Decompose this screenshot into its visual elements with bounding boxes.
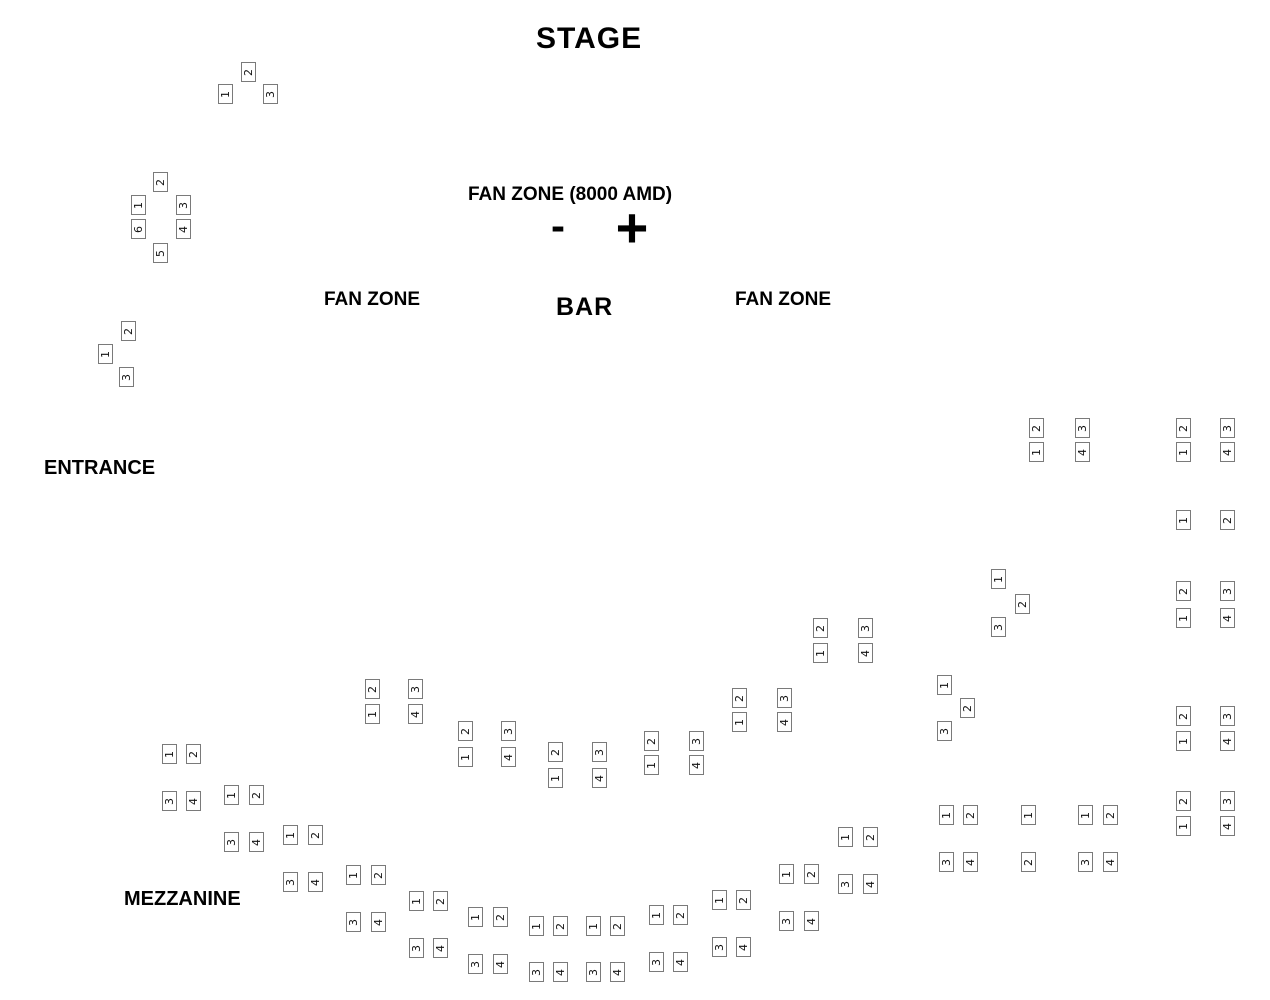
seat-number: 4 (250, 838, 263, 846)
seat-number: 2 (1104, 811, 1117, 819)
seat-number: 2 (805, 870, 818, 878)
seat-right-mid-a-4[interactable] (1220, 608, 1235, 628)
seat-number: 1 (1030, 448, 1043, 456)
seat-number: 1 (1177, 614, 1190, 622)
seat-number: 3 (690, 737, 703, 745)
seat-number: 6 (132, 225, 145, 233)
seat-number: 3 (469, 960, 482, 968)
seat-stair-left-2-1[interactable] (224, 785, 239, 805)
seat-right-upper-b-4[interactable] (1220, 442, 1235, 462)
seat-right-upper-a-4[interactable] (1075, 442, 1090, 462)
seat-bottom-6-4[interactable] (736, 937, 751, 957)
seat-number: 1 (219, 90, 232, 98)
seat-number: 1 (780, 870, 793, 878)
seat-bottom-8-4[interactable] (863, 874, 878, 894)
seat-number: 3 (264, 90, 277, 98)
seat-number: 1 (713, 896, 726, 904)
seat-number: 1 (587, 922, 600, 930)
seat-number: 2 (1177, 424, 1190, 432)
seat-arc-d-2[interactable] (644, 731, 659, 751)
seat-number: 4 (434, 944, 447, 952)
seat-number: 1 (1177, 737, 1190, 745)
seat-number: 2 (737, 896, 750, 904)
seat-stage-table-b-3[interactable] (176, 195, 191, 215)
bar-label: BAR (556, 293, 614, 321)
seat-number: 4 (187, 797, 200, 805)
seat-stair-left-3-4[interactable] (308, 872, 323, 892)
seat-number: 2 (372, 871, 385, 879)
seat-number: 1 (410, 897, 423, 905)
seat-number: 4 (778, 718, 791, 726)
seat-number: 2 (1177, 712, 1190, 720)
seat-arc-a-2[interactable] (365, 679, 380, 699)
seat-number: 2 (309, 831, 322, 839)
seat-number: 3 (1079, 858, 1092, 866)
seat-number: 1 (366, 710, 379, 718)
seat-number: 4 (177, 225, 190, 233)
seat-number: 3 (587, 968, 600, 976)
seat-right-mezz-1-2[interactable] (963, 805, 978, 825)
seat-arc-d-4[interactable] (689, 755, 704, 775)
seat-number: 4 (690, 761, 703, 769)
seat-stair-left-1-1[interactable] (162, 744, 177, 764)
seat-right-upper-b-2[interactable] (1176, 418, 1191, 438)
seat-number: 2 (434, 897, 447, 905)
seat-bottom-6-2[interactable] (736, 890, 751, 910)
seat-bottom-7-2[interactable] (804, 864, 819, 884)
seat-stair-left-4-2[interactable] (371, 865, 386, 885)
seat-number: 3 (502, 727, 515, 735)
seat-arc-d-1[interactable] (644, 755, 659, 775)
seat-number: 3 (1076, 424, 1089, 432)
seat-bottom-1-3[interactable] (409, 938, 424, 958)
seat-number: 3 (409, 685, 422, 693)
seat-number: 4 (494, 960, 507, 968)
seat-number: 3 (839, 880, 852, 888)
seat-number: 1 (940, 811, 953, 819)
seat-bottom-5-4[interactable] (673, 952, 688, 972)
seat-right-mid-d-3[interactable] (1220, 791, 1235, 811)
seat-arc-e-2[interactable] (732, 688, 747, 708)
seat-bottom-8-2[interactable] (863, 827, 878, 847)
seat-bottom-5-3[interactable] (649, 952, 664, 972)
seat-right-trio-a-3[interactable] (991, 617, 1006, 637)
seat-right-mid-c-3[interactable] (1220, 706, 1235, 726)
seat-right-mid-b-2[interactable] (813, 618, 828, 638)
seat-number: 1 (839, 833, 852, 841)
seat-right-mezz-1-3[interactable] (939, 852, 954, 872)
seat-arc-c-2[interactable] (548, 742, 563, 762)
seat-bottom-2-3[interactable] (468, 954, 483, 974)
seat-number: 2 (459, 727, 472, 735)
entrance-label: ENTRANCE (44, 457, 156, 479)
seat-number: 4 (859, 649, 872, 657)
seat-arc-d-3[interactable] (689, 731, 704, 751)
seat-number: 2 (1221, 516, 1234, 524)
seat-number: 3 (778, 694, 791, 702)
seat-number: 2 (645, 737, 658, 745)
seat-stair-left-3-2[interactable] (308, 825, 323, 845)
seat-number: 2 (366, 685, 379, 693)
seat-right-trio-a-1[interactable] (991, 569, 1006, 589)
seat-number: 4 (593, 774, 606, 782)
seat-number: 1 (1177, 822, 1190, 830)
seat-bottom-2-1[interactable] (468, 907, 483, 927)
seat-number: 3 (347, 918, 360, 926)
seat-right-mid-b-4[interactable] (858, 643, 873, 663)
seat-arc-b-4[interactable] (501, 747, 516, 767)
seat-bottom-7-4[interactable] (804, 911, 819, 931)
seat-number: 4 (864, 880, 877, 888)
seat-arc-e-4[interactable] (777, 712, 792, 732)
seat-bottom-1-4[interactable] (433, 938, 448, 958)
seat-right-mid-b-3[interactable] (858, 618, 873, 638)
seat-number: 2 (250, 791, 263, 799)
seat-number: 4 (372, 918, 385, 926)
seat-bottom-4-1[interactable] (586, 916, 601, 936)
seat-number: 4 (1221, 737, 1234, 745)
seat-arc-a-1[interactable] (365, 704, 380, 724)
seat-stair-left-2-4[interactable] (249, 832, 264, 852)
seat-arc-c-4[interactable] (592, 768, 607, 788)
seat-number: 3 (120, 373, 133, 381)
seat-right-upper-a-2[interactable] (1029, 418, 1044, 438)
fan-zone-price-label: FAN ZONE (8000 AMD) (468, 184, 673, 205)
seat-number: 2 (187, 750, 200, 758)
seat-right-mid-a-3[interactable] (1220, 581, 1235, 601)
seat-number: 2 (494, 913, 507, 921)
seat-right-mid-c-4[interactable] (1220, 731, 1235, 751)
seat-number: 3 (593, 748, 606, 756)
seat-right-pair-1[interactable] (1176, 510, 1191, 530)
seat-stage-table-c-3[interactable] (119, 367, 134, 387)
seat-right-trio-b-3[interactable] (937, 721, 952, 741)
seat-number: 3 (177, 201, 190, 209)
seat-right-mid-c-2[interactable] (1176, 706, 1191, 726)
seat-stair-left-2-3[interactable] (224, 832, 239, 852)
seat-stair-left-2-2[interactable] (249, 785, 264, 805)
seat-number: 4 (674, 958, 687, 966)
seat-number: 2 (1022, 858, 1035, 866)
seat-number: 1 (938, 681, 951, 689)
seat-bottom-8-1[interactable] (838, 827, 853, 847)
seat-bottom-4-4[interactable] (610, 962, 625, 982)
seat-number: 4 (1104, 858, 1117, 866)
seat-bottom-4-2[interactable] (610, 916, 625, 936)
seat-arc-a-4[interactable] (408, 704, 423, 724)
seat-bottom-5-1[interactable] (649, 905, 664, 925)
seat-bottom-2-2[interactable] (493, 907, 508, 927)
seat-right-mezz-2-1[interactable] (1078, 805, 1093, 825)
seat-right-mid-d-4[interactable] (1220, 816, 1235, 836)
seat-number: 3 (225, 838, 238, 846)
seat-number: 4 (1221, 614, 1234, 622)
seat-arc-a-3[interactable] (408, 679, 423, 699)
seat-number: 3 (1221, 797, 1234, 805)
zoom-out-button[interactable]: - (551, 202, 565, 249)
seat-number: 2 (961, 704, 974, 712)
seat-right-mid-b-1[interactable] (813, 643, 828, 663)
fan-zone-right-label: FAN ZONE (735, 289, 832, 310)
seat-number: 3 (284, 878, 297, 886)
seat-right-trio-b-1[interactable] (937, 675, 952, 695)
seat-number: 2 (554, 922, 567, 930)
seat-bottom-8-3[interactable] (838, 874, 853, 894)
seat-right-trio-a-2[interactable] (1015, 594, 1030, 614)
seat-bottom-3-4[interactable] (553, 962, 568, 982)
seat-right-mezz-pair-2[interactable] (1021, 852, 1036, 872)
seat-right-upper-b-1[interactable] (1176, 442, 1191, 462)
seat-arc-b-2[interactable] (458, 721, 473, 741)
seat-number: 1 (469, 913, 482, 921)
seat-bottom-6-1[interactable] (712, 890, 727, 910)
seat-bottom-3-1[interactable] (529, 916, 544, 936)
seat-number: 4 (409, 710, 422, 718)
seat-number: 1 (132, 201, 145, 209)
seat-number: 1 (163, 750, 176, 758)
seat-number: 3 (650, 958, 663, 966)
seat-number: 4 (964, 858, 977, 866)
fan-zone-left-label: FAN ZONE (324, 289, 421, 310)
seat-right-upper-a-1[interactable] (1029, 442, 1044, 462)
seat-bottom-7-1[interactable] (779, 864, 794, 884)
seat-bottom-4-3[interactable] (586, 962, 601, 982)
seat-right-mezz-1-4[interactable] (963, 852, 978, 872)
seat-number: 4 (554, 968, 567, 976)
seat-number: 3 (780, 917, 793, 925)
seat-right-mezz-1-1[interactable] (939, 805, 954, 825)
seat-number: 1 (1177, 448, 1190, 456)
seat-right-mezz-2-2[interactable] (1103, 805, 1118, 825)
seat-arc-e-3[interactable] (777, 688, 792, 708)
seat-stage-table-c-1[interactable] (98, 344, 113, 364)
seat-number: 1 (284, 831, 297, 839)
seat-number: 3 (859, 624, 872, 632)
seat-number: 5 (154, 249, 167, 257)
seat-number: 2 (1177, 587, 1190, 595)
seat-right-mid-a-1[interactable] (1176, 608, 1191, 628)
seat-stage-table-a-3[interactable] (263, 84, 278, 104)
seat-number: 3 (713, 943, 726, 951)
seat-number: 3 (938, 727, 951, 735)
seat-arc-c-1[interactable] (548, 768, 563, 788)
seat-bottom-6-3[interactable] (712, 937, 727, 957)
seat-stair-left-1-4[interactable] (186, 791, 201, 811)
seat-number: 2 (674, 911, 687, 919)
zoom-in-button[interactable]: + (615, 195, 649, 259)
seat-number: 3 (1221, 587, 1234, 595)
seat-arc-e-1[interactable] (732, 712, 747, 732)
seat-number: 1 (733, 718, 746, 726)
seat-stage-table-b-2[interactable] (153, 172, 168, 192)
seat-number: 2 (122, 327, 135, 335)
seat-number: 3 (1221, 712, 1234, 720)
seat-number: 4 (737, 943, 750, 951)
seat-number: 1 (992, 575, 1005, 583)
seat-number: 4 (1076, 448, 1089, 456)
seat-number: 3 (410, 944, 423, 952)
seat-number: 3 (530, 968, 543, 976)
seat-stage-table-b-5[interactable] (153, 243, 168, 263)
seat-stair-left-1-3[interactable] (162, 791, 177, 811)
seat-arc-b-1[interactable] (458, 747, 473, 767)
seat-bottom-1-1[interactable] (409, 891, 424, 911)
seat-right-mid-d-1[interactable] (1176, 816, 1191, 836)
seat-right-mezz-2-3[interactable] (1078, 852, 1093, 872)
seat-stair-left-3-1[interactable] (283, 825, 298, 845)
seat-right-upper-a-3[interactable] (1075, 418, 1090, 438)
seat-number: 3 (163, 797, 176, 805)
seat-number: 2 (549, 748, 562, 756)
seat-number: 4 (1221, 448, 1234, 456)
seat-number: 1 (650, 911, 663, 919)
seat-number: 4 (1221, 822, 1234, 830)
seat-number: 2 (1016, 600, 1029, 608)
seat-number: 1 (1177, 516, 1190, 524)
seat-number: 4 (502, 753, 515, 761)
seat-bottom-3-3[interactable] (529, 962, 544, 982)
seat-stair-left-3-3[interactable] (283, 872, 298, 892)
seat-number: 2 (814, 624, 827, 632)
seat-right-pair-2[interactable] (1220, 510, 1235, 530)
seat-number: 1 (1022, 811, 1035, 819)
seat-stage-table-a-2[interactable] (241, 62, 256, 82)
seat-stair-left-1-2[interactable] (186, 744, 201, 764)
seat-right-trio-b-2[interactable] (960, 698, 975, 718)
seat-stair-left-4-4[interactable] (371, 912, 386, 932)
seat-number: 1 (645, 761, 658, 769)
seat-number: 4 (309, 878, 322, 886)
seat-number: 3 (940, 858, 953, 866)
seat-number: 1 (99, 350, 112, 358)
seat-right-mezz-pair-1[interactable] (1021, 805, 1036, 825)
seat-bottom-1-2[interactable] (433, 891, 448, 911)
mezzanine-label: MEZZANINE (124, 888, 241, 910)
seat-stage-table-b-4[interactable] (176, 219, 191, 239)
seat-stair-left-4-3[interactable] (346, 912, 361, 932)
seat-number: 2 (154, 178, 167, 186)
seat-stage-table-b-6[interactable] (131, 219, 146, 239)
seat-bottom-5-2[interactable] (673, 905, 688, 925)
seat-right-upper-b-3[interactable] (1220, 418, 1235, 438)
seat-stair-left-4-1[interactable] (346, 865, 361, 885)
seat-number: 3 (1221, 424, 1234, 432)
seat-number: 1 (549, 774, 562, 782)
seat-arc-b-3[interactable] (501, 721, 516, 741)
seat-number: 1 (814, 649, 827, 657)
seat-number: 1 (459, 753, 472, 761)
seat-number: 2 (964, 811, 977, 819)
seat-number: 1 (225, 791, 238, 799)
seat-number: 2 (1177, 797, 1190, 805)
seat-right-mezz-2-4[interactable] (1103, 852, 1118, 872)
seat-number: 1 (1079, 811, 1092, 819)
seat-right-mid-a-2[interactable] (1176, 581, 1191, 601)
seat-number: 3 (992, 623, 1005, 631)
stage-label: STAGE (536, 22, 643, 55)
seat-bottom-7-3[interactable] (779, 911, 794, 931)
seat-number: 2 (1030, 424, 1043, 432)
seat-bottom-3-2[interactable] (553, 916, 568, 936)
seat-right-mid-c-1[interactable] (1176, 731, 1191, 751)
seat-number: 2 (242, 68, 255, 76)
seat-number: 2 (733, 694, 746, 702)
seat-number: 2 (864, 833, 877, 841)
seat-stage-table-a-1[interactable] (218, 84, 233, 104)
seat-stage-table-b-1[interactable] (131, 195, 146, 215)
seat-number: 4 (805, 917, 818, 925)
seat-number: 1 (530, 922, 543, 930)
seat-number: 1 (347, 871, 360, 879)
seat-arc-c-3[interactable] (592, 742, 607, 762)
seat-stage-table-c-2[interactable] (121, 321, 136, 341)
seat-number: 2 (611, 922, 624, 930)
seat-bottom-2-4[interactable] (493, 954, 508, 974)
seat-right-mid-d-2[interactable] (1176, 791, 1191, 811)
seat-number: 4 (611, 968, 624, 976)
